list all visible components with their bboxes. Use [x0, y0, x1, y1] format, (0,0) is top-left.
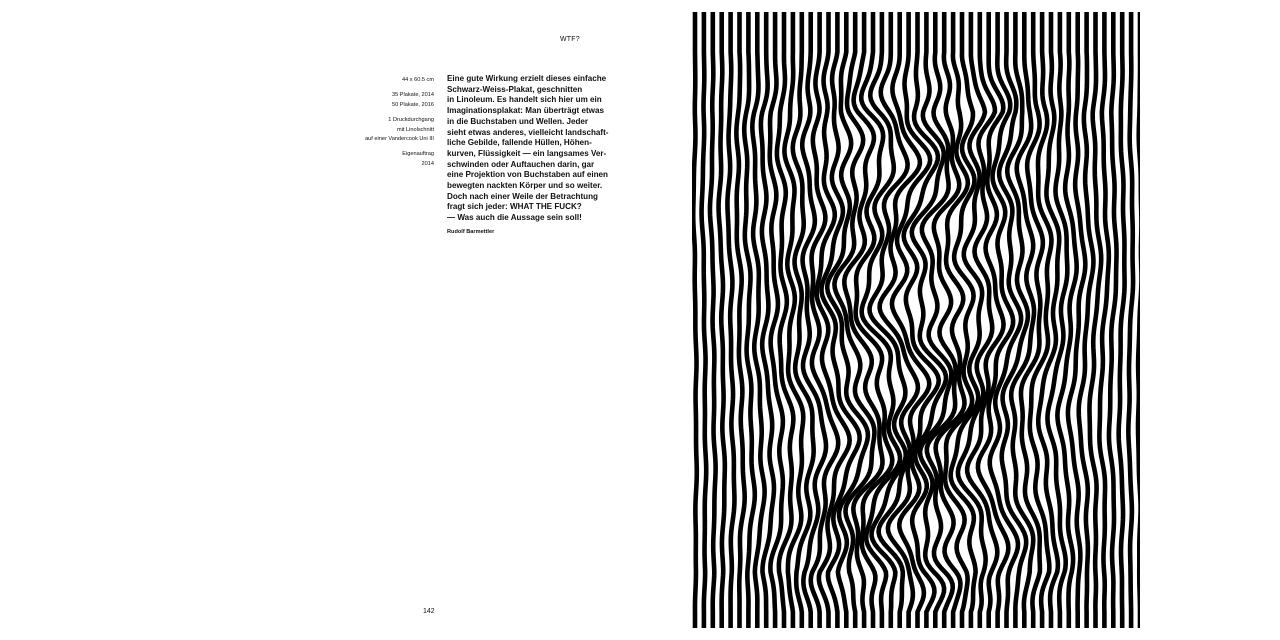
- meta-editions: [340, 91, 434, 110]
- body-line: in Linoleum. Es handelt sich hier um ein: [447, 95, 602, 105]
- poster-image: [692, 12, 1140, 629]
- meta-client-line: 2014: [421, 160, 434, 167]
- wavy-stripes-poster-icon: [692, 12, 1140, 629]
- running-head: WTF?: [560, 36, 580, 43]
- poster-stripe: [1138, 12, 1140, 628]
- meta-format: [340, 76, 434, 85]
- body-line: kurven, Flüssigkeit — ein langsames Ver-: [447, 148, 607, 158]
- body-line: — Was auch die Aussage sein soll!: [447, 213, 582, 223]
- meta-client: [340, 150, 434, 169]
- meta-technique-line: 1 Druckdurchgang: [388, 117, 434, 124]
- metadata-column: [340, 76, 434, 175]
- page-number: 142: [423, 608, 435, 615]
- meta-technique-line: auf einer Vandercook Uni III: [365, 136, 434, 143]
- poster-stripe: [744, 12, 755, 628]
- body-line: sieht etwas anderes, vielleicht landschaft-: [447, 127, 609, 137]
- poster-stripe: [736, 12, 744, 628]
- body-line: in die Buchstaben und Wellen. Jeder: [447, 116, 589, 126]
- meta-technique-line: mit Linolschnitt: [397, 126, 434, 133]
- body-line: fragt sich jeder: WHAT THE FUCK?: [447, 202, 582, 212]
- body-line: bewegten nackten Körper und so weiter.: [447, 181, 603, 191]
- body-line: eine Projektion von Buchstaben auf einen: [447, 170, 609, 180]
- body-line: Imaginationsplakat: Man überträgt etwas: [447, 106, 604, 116]
- poster-stripe: [1109, 12, 1117, 628]
- meta-edition-line: 35 Plakate, 2014: [392, 92, 434, 99]
- body-line: liche Gebilde, fallende Hüllen, Höhen-: [447, 138, 592, 148]
- poster-stripe: [727, 12, 734, 628]
- body-line: schwinden oder Auftauchen darin, gar: [447, 159, 595, 169]
- author-credit: Rudolf Barmettler: [447, 228, 495, 235]
- poster-stripe: [693, 12, 697, 628]
- meta-client-line: Eigenauftrag: [402, 151, 434, 158]
- poster-stripe: [1128, 12, 1133, 628]
- poster-stripe: [1099, 12, 1108, 628]
- body-line: Doch nach einer Weile der Betrachtung: [447, 191, 598, 201]
- poster-stripe: [719, 12, 725, 628]
- poster-stripe: [710, 12, 716, 628]
- meta-edition-line: 50 Plakate, 2016: [392, 101, 434, 108]
- poster-stripe: [1119, 12, 1125, 628]
- body-text: [447, 74, 607, 238]
- body-line: Schwarz-Weiss-Plakat, geschnitten: [447, 84, 583, 94]
- poster-stripe: [702, 12, 707, 628]
- meta-format-line: 44 x 60.5 cm: [401, 77, 434, 83]
- meta-technique: [340, 116, 434, 144]
- body-line: Eine gute Wirkung erzielt dieses einfache: [447, 74, 607, 83]
- poster-stripe: [1089, 12, 1101, 628]
